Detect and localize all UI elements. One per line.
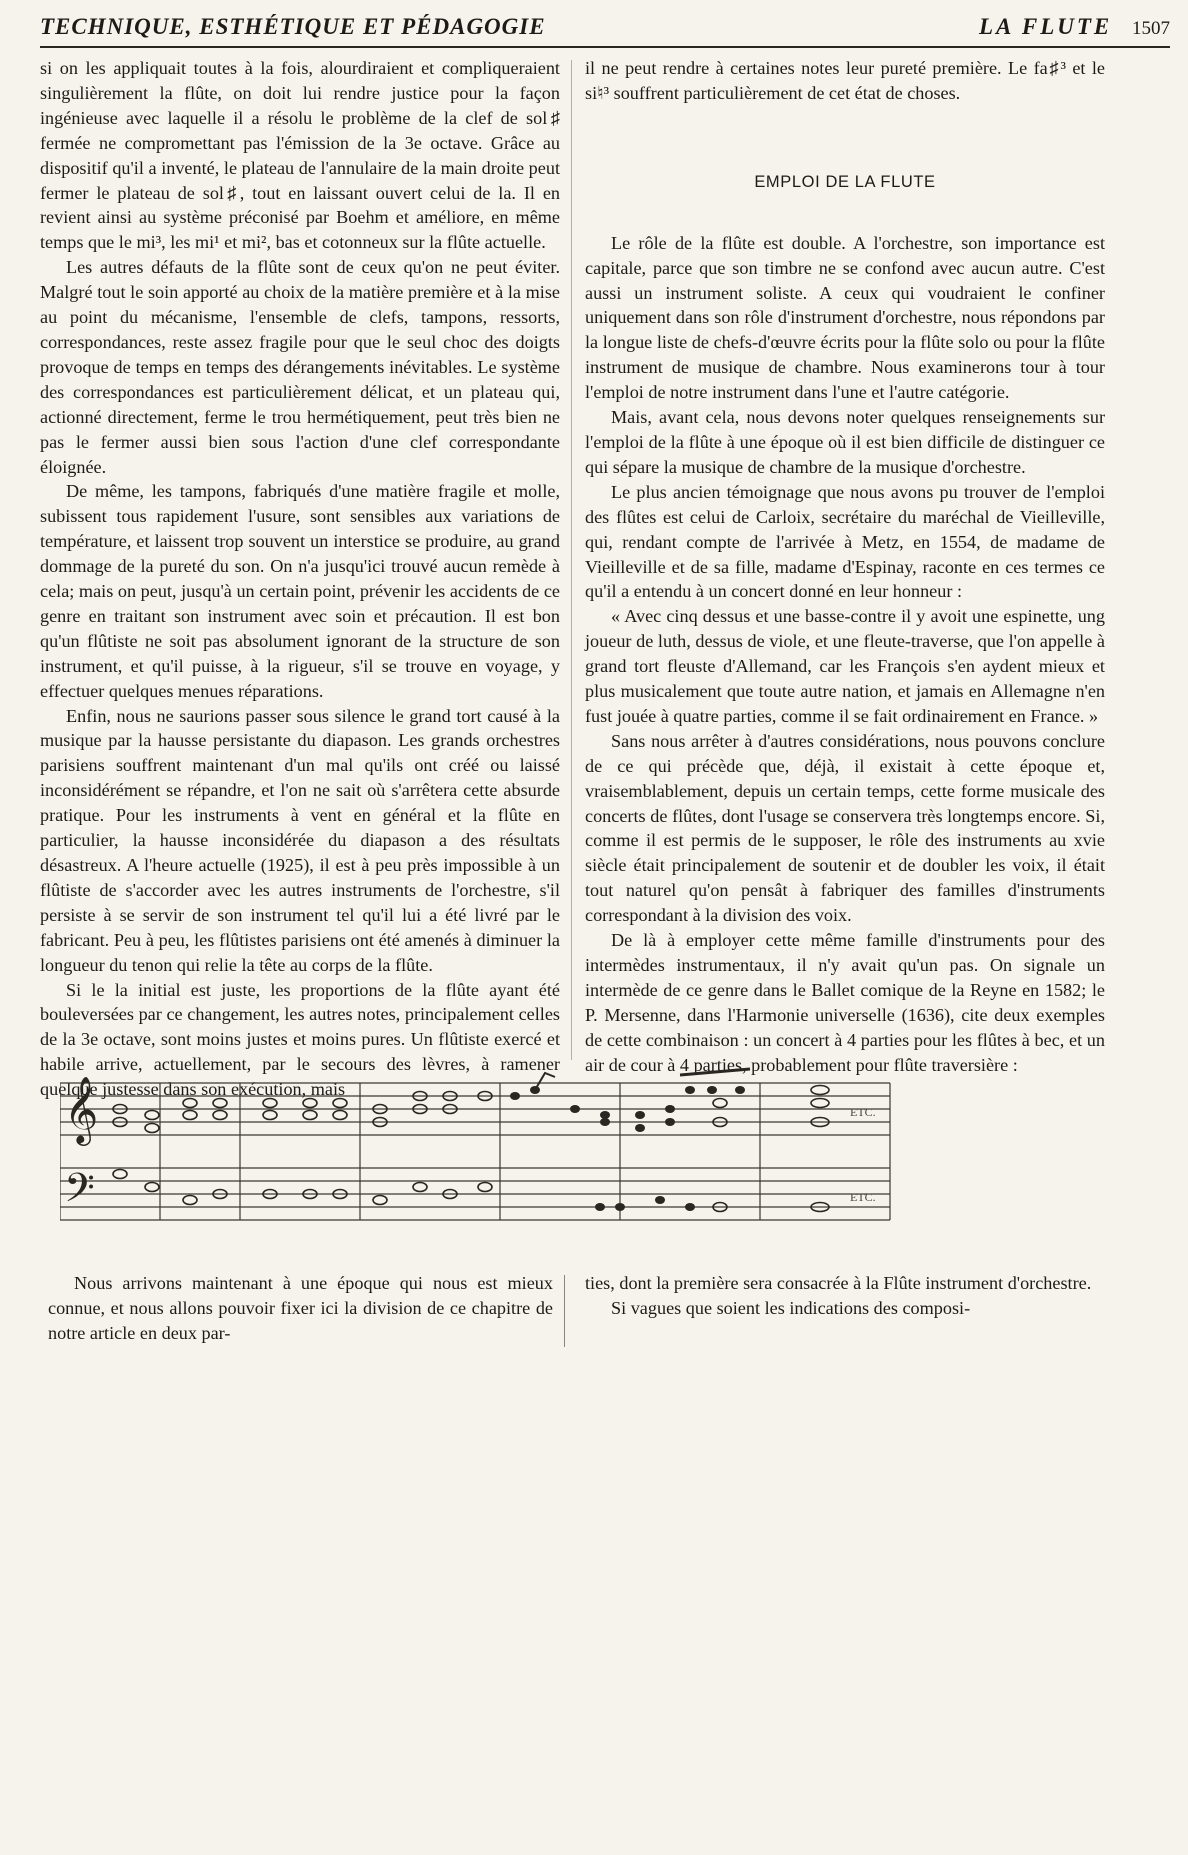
page-number: 1507 bbox=[1132, 18, 1170, 39]
treble-clef-icon: 𝄞 bbox=[64, 1075, 99, 1143]
bass-notes bbox=[113, 1170, 829, 1212]
etc-label-bottom: ETC. bbox=[850, 1190, 876, 1204]
left-paragraph-5: Si le la initial est juste, les proportions de la flûte ayant été bouleversées par ce changement, les autres notes, principalement celles de la 3e octave, sont moins justes et moins pures. Un flûtiste exercé et habile arrive, actuellement, par le secours des lèvres, à ramener quelque justesse dans son exécution, mais bbox=[40, 979, 560, 1100]
left-paragraph-3: De même, les tampons, fabriqués d'une matière fragile et molle, subissent tous rapidement l'usure, sont sensibles aux variations de température, et laissent trop souvent un interstice se produire, au grand dommage de la pureté du son. On n'a jusqu'ici trouvé aucun remède à cela; mais on peut, jusqu'à un certain point, prévenir les accidents de ce genre en traitant son instrument avec soin et précaution. Il est bon qu'un flûtiste ne soit pas absolument ignorant de la structure de son instrument, et qu'il puisse, à la rigueur, s'il se trouve en voyage, y effectuer quelques menues réparations. bbox=[40, 481, 560, 701]
bottom-left-column bbox=[48, 1271, 553, 1346]
beam-mark bbox=[680, 1069, 750, 1075]
etc-label-top: ETC. bbox=[850, 1105, 876, 1119]
barlines bbox=[60, 1083, 890, 1220]
treble-staff bbox=[60, 1083, 890, 1135]
header-right bbox=[979, 14, 1170, 40]
bass-staff bbox=[60, 1168, 890, 1220]
right-paragraph-1: il ne peut rendre à certaines notes leur pureté première. Le fa♯³ et le si♮³ souffrent particulièrement de cet état de choses. bbox=[585, 58, 1105, 103]
right-paragraph-6: De là à employer cette même famille d'instruments pour des intermèdes instrumentaux, il n'y avait qu'un pas. On signale un intermède de ce genre dans le Ballet comique de la Reyne en 1582; le P. Mersenne, dans l'Harmonie universelle (1636), cite deux exemples de cette combinaison : un concert à 4 parties pour les flûtes à bec, et un air de cour à 4 parties, probablement pour flûte traversière : bbox=[585, 930, 1105, 1075]
right-paragraph-2: Le rôle de la flûte est double. A l'orchestre, son importance est capitale, parce que son timbre ne se confond avec aucun autre. C'est aussi un instrument soliste. A ceux qui voudraient le confiner uniquement dans son rôle d'instrument d'orchestre, nous répondons par la longue liste de chefs-d'œuvre écrits pour la flûte solo ou pour la flûte instrument de musique de chambre. Nous examinerons tour à tour l'emploi de notre instrument dans l'une et l'autre catégorie. bbox=[585, 232, 1105, 403]
right-paragraph-4: Le plus ancien témoignage que nous avons pu trouver de l'emploi des flûtes est celui de Carloix, secrétaire du maréchal de Vieilleville, qui, rendant compte de l'arrivée à Metz, en 1554, de madame de Vieilleville et de sa fille, madame d'Espinay, raconte en ces termes ce qu'il a entendu à un concert donné en leur honneur : bbox=[585, 481, 1105, 602]
column-divider bbox=[571, 60, 572, 1060]
journal-title: LA FLUTE bbox=[978, 14, 1113, 39]
bass-clef-icon: 𝄢 bbox=[64, 1165, 95, 1221]
right-paragraph-3: Mais, avant cela, nous devons noter quelques renseignements sur l'emploi de la flûte à une époque où il est bien difficile de distinguer ce qui sépare la musique de chambre de la musique d'orchestre. bbox=[585, 407, 1105, 477]
right-paragraph-5: Sans nous arrêter à d'autres considérations, nous pouvons conclure de ce qui précède que, déjà, il existait à cette époque et, vraisemblablement, depuis un certain temps, cette forme musicale des concerts de flûtes, dont l'usage se conservera très longtemps encore. Si, comme il est permis de le supposer, le rôle des instruments au xvie siècle était principalement de soutenir et de doubler les voix, il était tout naturel qu'on pensât à fabriquer des familles d'instruments correspondant à la division des voix. bbox=[585, 730, 1105, 926]
music-score-example bbox=[60, 1063, 1120, 1243]
bottom-right-paragraph-1: ties, dont la première sera consacrée à la Flûte instrument d'orchestre. bbox=[585, 1273, 1092, 1293]
section-title: EMPLOI DE LA FLUTE bbox=[754, 172, 936, 191]
right-column bbox=[585, 56, 1105, 1078]
bottom-right-column bbox=[585, 1271, 1105, 1321]
running-title: TECHNIQUE, ESTHÉTIQUE ET PÉDAGOGIE bbox=[40, 14, 546, 39]
left-paragraph-4: Enfin, nous ne saurions passer sous silence le grand tort causé à la musique par la hausse persistante du diapason. Les grands orchestres parisiens souffrent maintenant d'un mal qu'ils ont créé ou laissé inconsidérément se répandre, et l'on ne sait où s'arrêtera cette absurde pratique. Pour les instruments à vent en général et la flûte en particulier, la hausse inconsidérée du diapason a des résultats désastreux. A l'heure actuelle (1925), il est à peu près impossible à un flûtiste de s'accorder avec les autres instruments de l'orchestre, s'il persiste à se servir de son instrument tel qu'il lui a été livré par le fabricant. Peu à peu, les flûtistes parisiens ont été amenés à diminuer la longueur du tenon qui relie la tête au corps de la flûte. bbox=[40, 705, 560, 975]
quotation: « Avec cinq dessus et une basse-contre il y avoit une espinette, ung joueur de luth, dessus de viole, et une fleute-traverse, que l'on appelle à grand tort fleuste d'Allemand, car les François s'en aydent mieux et plus musicalement que toute autre nation, et jamais en Allemagne n'en fust jouée à quatre parties, comme il se fait ordinairement en France. » bbox=[585, 606, 1105, 726]
left-paragraph-2: Les autres défauts de la flûte sont de ceux qu'on ne peut éviter. Malgré tout le soin apporté au choix de la matière première et à la mise au point du mécanisme, l'ensemble de clefs, tampons, ressorts, correspondances, reste assez fragile pour que le seul choc des doigts provoque de temps en temps des dérangements inévitables. Le système des correspondances est particulièrement délicat, et un plateau qui, actionné directement, ferme le trou hermétiquement, peut très bien ne pas le fermer aussi bien sous l'action d'une clef correspondante éloignée. bbox=[40, 257, 560, 477]
column-divider-bottom bbox=[564, 1275, 565, 1347]
left-paragraph-1: si on les appliquait toutes à la fois, alourdiraient et compliqueraient singulièrement la flûte, on doit lui rendre justice pour la façon ingénieuse avec laquelle il a résolu le problème de la clef de sol♯ fermée ne compromettant pas l'émission de la 3e octave. Grâce au dispositif qu'il a inventé, le plateau de l'annulaire de la main droite peut fermer le plateau de sol♯, tout en laissant ouvert celui de la. Il en revient ainsi au système préconisé par Boehm et améliore, en même temps que le mi³, les mi¹ et mi², bas et cotonneux sur la flûte actuelle. bbox=[40, 58, 560, 253]
page-header bbox=[40, 12, 1170, 48]
bass-filled-notes bbox=[595, 1196, 695, 1211]
bottom-left-paragraph: Nous arrivons maintenant à une époque qui nous est mieux connue, et nous allons pouvoir fixer ici la division de ce chapitre de notre article en deux par- bbox=[48, 1273, 553, 1343]
bottom-right-paragraph-2: Si vagues que soient les indications des composi- bbox=[611, 1297, 971, 1318]
left-column bbox=[40, 56, 560, 1102]
